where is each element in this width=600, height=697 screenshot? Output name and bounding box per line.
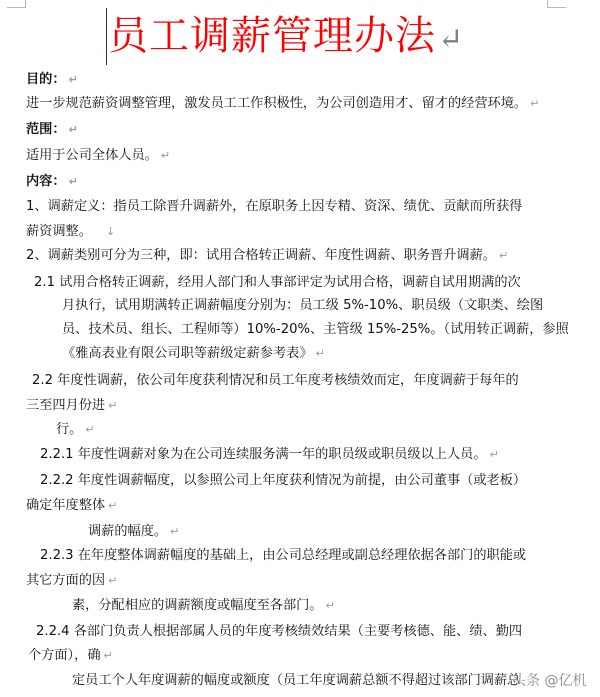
line-text: 2.2.1 年度性调薪对象为在公司连续服务满一年的职员级或职员级以上人员。 [40, 447, 487, 462]
paragraph-mark-icon: ↵ [108, 574, 118, 587]
item1-line1[interactable] [26, 197, 522, 217]
line-text: 2、调薪类别可分为三种，即：试用合格转正调薪、年度性调薪、职务晋升调薪。 [26, 248, 496, 263]
purpose-body[interactable] [26, 94, 539, 114]
paragraph-mark-icon: ↵ [170, 525, 180, 538]
item2-2-line2[interactable] [26, 396, 117, 416]
paragraph-mark-icon: ↵ [325, 599, 335, 612]
line-text: 员、技术员、组长、工程师等）10%-20%、主管级 15%-25%。（试用转正调薪，参照 [62, 322, 569, 337]
page-corner-mark-left [7, 0, 26, 8]
line-text: 行。 [56, 422, 83, 437]
item2-2-line1[interactable] [32, 371, 519, 391]
line-text: 2.2.3 在年度整体调薪幅度的基础上，由公司总经理或副总经理依据各部门的职能或 [40, 548, 527, 563]
item2-2-2-line2[interactable] [26, 496, 117, 516]
line-text: 进一步规范薪资调整管理，激发员工工作积极性，为公司创造用才、留才的经营环境。 [26, 96, 528, 111]
line-break-icon: ↓ [105, 225, 116, 238]
line-text: 适用于公司全体人员。 [26, 148, 158, 163]
item2-2-3-line2[interactable] [26, 571, 117, 591]
item2-2-2-line1[interactable] [40, 471, 526, 491]
content-heading[interactable] [26, 172, 78, 192]
paragraph-mark-icon: ↵ [489, 448, 499, 461]
item1-line2[interactable] [26, 222, 115, 242]
line-text: 调薪的幅度。 [88, 524, 168, 539]
paragraph-mark-icon: ↵ [530, 97, 540, 110]
item2-2-4-line1[interactable] [36, 622, 522, 642]
item2-2-2-line3[interactable] [88, 522, 179, 542]
line-text: 2.2.2 年度性调薪幅度，以参照公司上年度获利情况为前提，由公司董事（或老板） [40, 473, 527, 488]
line-text: 定员工个人年度调薪的幅度或额度（员工年度调薪总额不得超过该部门调薪总 [72, 673, 521, 688]
line-text: 素，分配相应的调薪额度或幅度至各部门。 [72, 598, 323, 613]
line-text: 2.1 试用合格转正调薪，经用人部门和人事部评定为试用合格，调薪自试用期满的次 [34, 275, 521, 290]
line-text: 内容： [26, 174, 66, 189]
item2-1-line3[interactable] [62, 320, 569, 340]
paragraph-mark-icon: ↵ [315, 347, 325, 360]
paragraph-mark-icon: ↵ [160, 149, 171, 162]
document-title[interactable] [108, 8, 464, 64]
item2-2-3-line3[interactable] [72, 596, 335, 616]
line-text: 其它方面的因 [26, 573, 106, 588]
line-text: 三至四月份进 [26, 398, 106, 413]
item2-2-4-line2[interactable] [28, 646, 113, 666]
paragraph-mark-icon: ↵ [108, 499, 118, 512]
watermark: 头条 @亿机 [512, 673, 587, 689]
paragraph-mark-icon: ↵ [68, 73, 78, 86]
item2-2-4-line3[interactable] [72, 671, 520, 691]
paragraph-mark-icon: ↵ [108, 399, 118, 412]
item2-1-line1[interactable] [34, 273, 521, 293]
page-corner-mark-right [547, 0, 566, 8]
line-text: 1、调薪定义：指员工除晋升调薪外，在原职务上因专精、资深、绩优、贡献而所获得 [26, 199, 523, 214]
paragraph-mark-icon: ↵ [68, 123, 78, 136]
item2-2-1[interactable] [40, 445, 499, 465]
scope-heading[interactable] [26, 120, 78, 140]
title-text: 员工调薪管理办法 [108, 13, 436, 59]
line-text: 确定年度整体 [26, 498, 106, 513]
paragraph-mark-icon: ↵ [498, 249, 509, 262]
item2[interactable] [26, 246, 508, 266]
line-text: 2.2.4 各部门负责人根据部属人员的年度考核绩效结果（主要考核德、能、绩、勤四 [36, 624, 523, 639]
line-text: 目的： [26, 72, 66, 87]
purpose-heading[interactable] [26, 70, 78, 90]
text-cursor [106, 8, 107, 65]
paragraph-mark-icon: ↵ [103, 649, 113, 662]
paragraph-mark-icon: ↵ [438, 22, 465, 57]
paragraph-mark-icon: ↵ [68, 175, 78, 188]
line-text: 范围： [26, 122, 66, 137]
line-text: 个方面），确 [28, 648, 101, 663]
line-text: 《雅高表业有限公司职等薪级定薪参考表》 [62, 346, 313, 361]
line-text: 薪资调整。 [26, 224, 92, 239]
line-text: 2.2 年度性调薪，依公司年度获利情况和员工年度考核绩效而定，年度调薪于每年的 [32, 373, 519, 388]
scope-body[interactable] [26, 146, 170, 166]
item2-2-line3[interactable] [56, 420, 95, 440]
item2-2-3-line1[interactable] [40, 546, 526, 566]
item2-1-line2[interactable] [62, 296, 543, 316]
paragraph-mark-icon: ↵ [85, 423, 95, 436]
line-text: 月执行，试用期满转正调薪幅度分别为：员工级 5%-10%、职员级（文职类、绘图 [62, 298, 544, 313]
item2-1-line4[interactable] [62, 344, 325, 364]
